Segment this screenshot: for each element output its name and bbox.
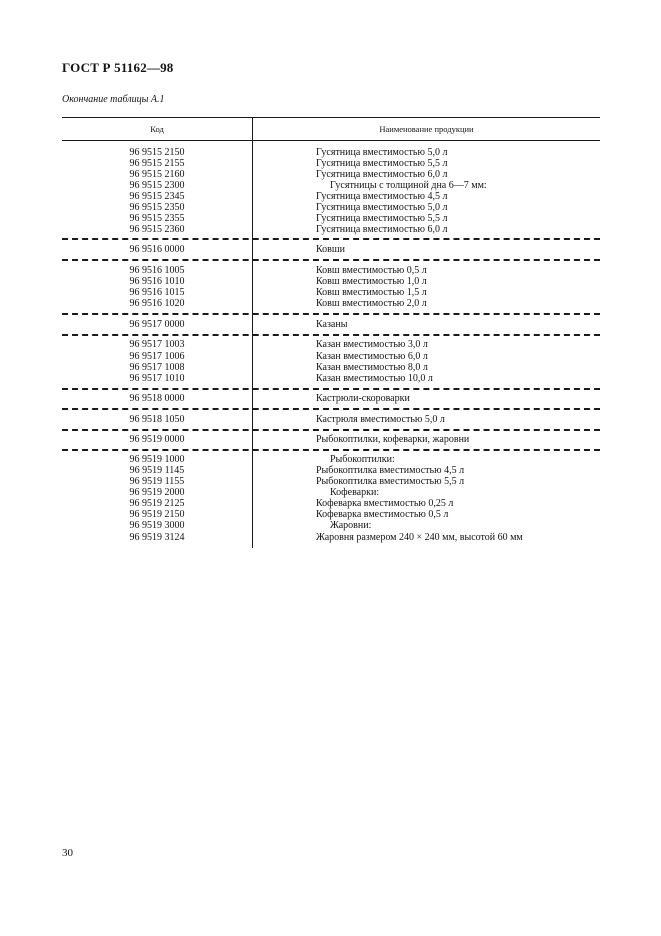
row-code: 96 9519 1145 (129, 465, 185, 476)
row-code: 96 9517 1003 (129, 339, 185, 350)
row-code: 96 9516 1005 (129, 265, 185, 276)
group-separator (62, 408, 600, 410)
row-name: Ковш вместимостью 1,5 л (316, 287, 427, 298)
row-code: 96 9519 1155 (129, 476, 185, 487)
row-name: Гусятница вместимостью 4,5 л (316, 191, 448, 202)
row-code: 96 9515 2355 (129, 213, 185, 224)
row-code: 96 9515 2350 (129, 202, 185, 213)
row-code: 96 9515 2160 (129, 169, 185, 180)
row-code: 96 9515 2155 (129, 158, 185, 169)
row-code: 96 9519 1000 (129, 454, 185, 465)
row-name: Рыбокоптилки: (330, 454, 395, 465)
group-separator (62, 449, 600, 451)
row-name: Гусятница вместимостью 5,0 л (316, 147, 448, 158)
header-code: Код (150, 124, 164, 134)
row-name: Гусятница вместимостью 5,5 л (316, 213, 448, 224)
group-separator (62, 313, 600, 315)
row-code: 96 9519 3000 (129, 520, 185, 531)
group-separator (62, 259, 600, 261)
row-code: 96 9518 0000 (129, 393, 185, 404)
row-code: 96 9515 2360 (129, 224, 185, 235)
row-name: Кофеварка вместимостью 0,25 л (316, 498, 454, 509)
row-name: Ковш вместимостью 2,0 л (316, 298, 427, 309)
document-title: ГОСТ Р 51162—98 (62, 60, 174, 75)
group-separator (62, 238, 600, 240)
row-name: Гусятницы с толщиной дна 6—7 мм: (330, 180, 487, 191)
header-bottom-border (62, 140, 600, 141)
table-caption: Окончание таблицы А.1 (62, 94, 165, 105)
row-code: 96 9519 3124 (129, 532, 185, 543)
row-code: 96 9516 1020 (129, 298, 185, 309)
row-name: Кофеварки: (330, 487, 380, 498)
row-name: Казан вместимостью 10,0 л (316, 373, 433, 384)
row-name: Жаровня размером 240 × 240 мм, высотой 60 мм (316, 532, 523, 543)
row-code: 96 9516 1010 (129, 276, 185, 287)
row-code: 96 9517 0000 (129, 319, 185, 330)
group-separator (62, 334, 600, 336)
row-name: Рыбокоптилка вместимостью 5,5 л (316, 476, 465, 487)
header-name: Наименование продукции (379, 124, 474, 134)
row-name: Ковш вместимостью 1,0 л (316, 276, 427, 287)
row-name: Гусятница вместимостью 6,0 л (316, 169, 448, 180)
row-name: Рыбокоптилка вместимостью 4,5 л (316, 465, 465, 476)
row-name: Казан вместимостью 6,0 л (316, 351, 428, 362)
row-code: 96 9515 2345 (129, 191, 185, 202)
row-name: Кофеварка вместимостью 0,5 л (316, 509, 449, 520)
row-code: 96 9519 2150 (129, 509, 185, 520)
row-name: Гусятница вместимостью 5,5 л (316, 158, 448, 169)
row-code: 96 9519 2000 (129, 487, 185, 498)
row-name: Жаровни: (330, 520, 372, 531)
row-code: 96 9519 2125 (129, 498, 185, 509)
page-number: 30 (62, 847, 73, 859)
group-separator (62, 388, 600, 390)
row-code: 96 9517 1006 (129, 351, 185, 362)
row-name: Казан вместимостью 3,0 л (316, 339, 428, 350)
row-code: 96 9516 0000 (129, 244, 185, 255)
row-code: 96 9515 2300 (129, 180, 185, 191)
group-separator (62, 429, 600, 431)
row-name: Казаны (316, 319, 348, 330)
row-name: Гусятница вместимостью 5,0 л (316, 202, 448, 213)
row-name: Гусятница вместимостью 6,0 л (316, 224, 448, 235)
row-name: Кастрюля вместимостью 5,0 л (316, 414, 445, 425)
row-name: Ковши (316, 244, 345, 255)
row-name: Кастрюли-скороварки (316, 393, 410, 404)
row-name: Казан вместимостью 8,0 л (316, 362, 428, 373)
row-code: 96 9518 1050 (129, 414, 185, 425)
table-top-border (62, 117, 600, 118)
row-code: 96 9519 0000 (129, 434, 185, 445)
row-code: 96 9515 2150 (129, 147, 185, 158)
row-name: Ковш вместимостью 0,5 л (316, 265, 427, 276)
row-name: Рыбокоптилки, кофеварки, жаровни (316, 434, 470, 445)
row-code: 96 9516 1015 (129, 287, 185, 298)
row-code: 96 9517 1008 (129, 362, 185, 373)
column-divider (252, 117, 253, 548)
row-code: 96 9517 1010 (129, 373, 185, 384)
